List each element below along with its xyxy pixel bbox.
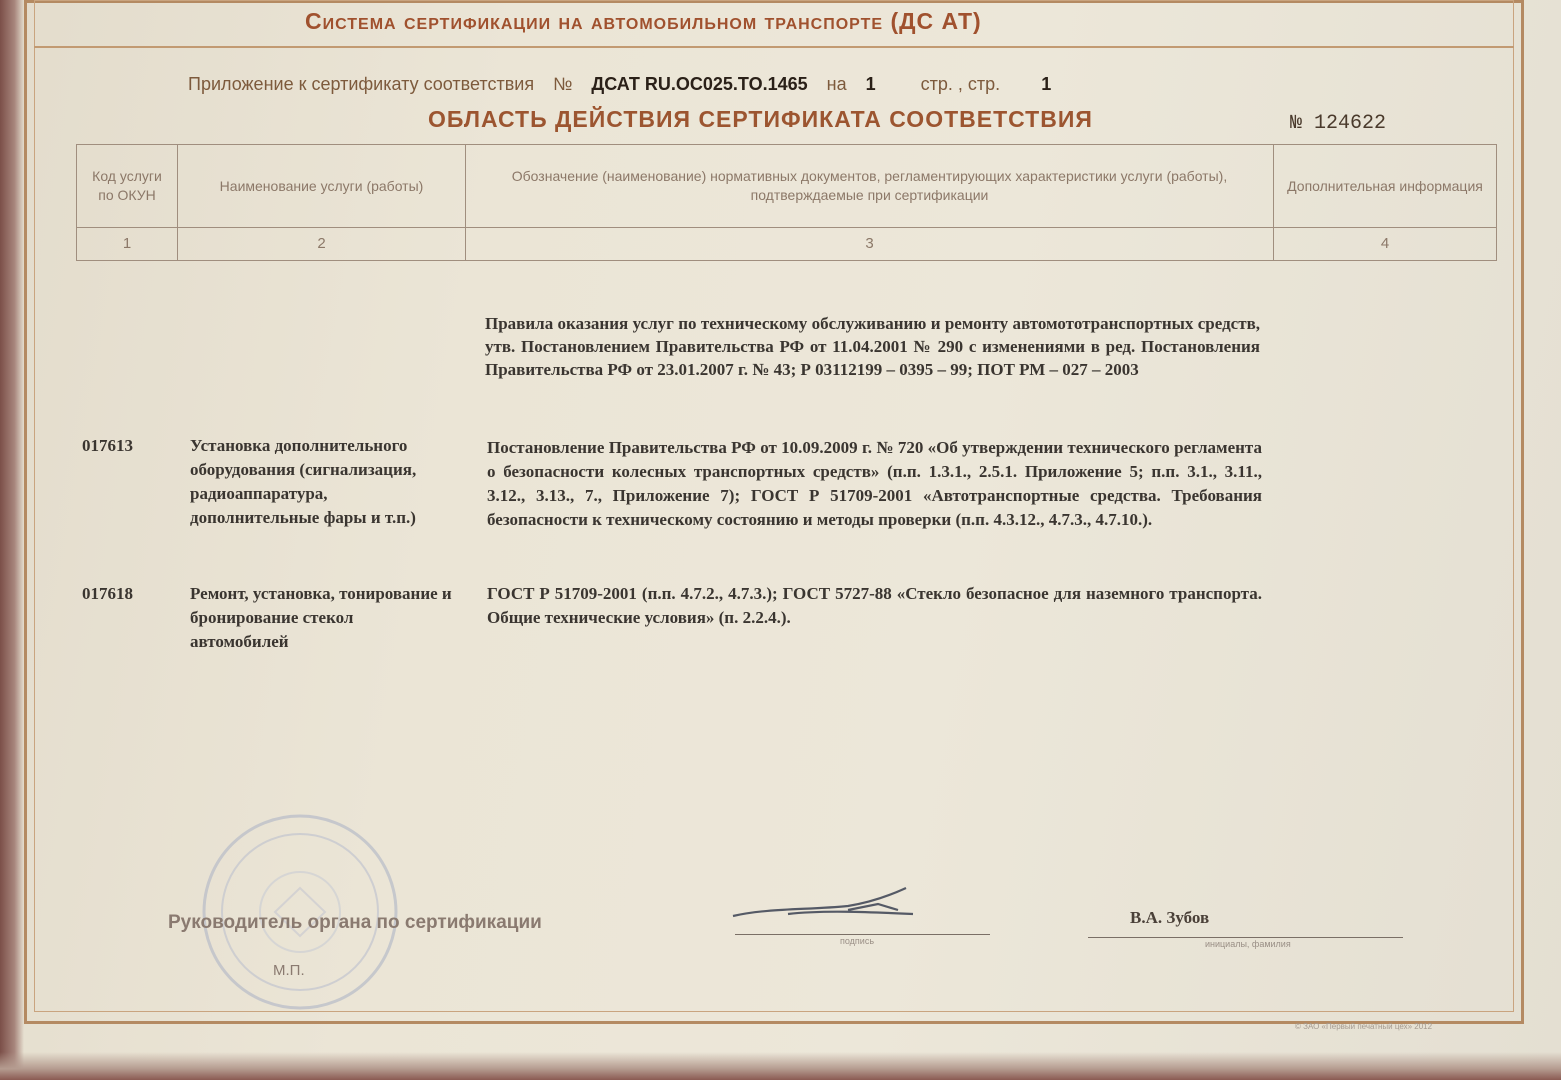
entry-code: 017613 <box>82 436 133 455</box>
page-shadow-left <box>0 0 24 1080</box>
signature-caption: подпись <box>840 936 875 946</box>
col-number-1: 1 <box>77 228 178 261</box>
col-number-4: 4 <box>1274 228 1497 261</box>
name-line <box>1088 937 1403 938</box>
page-shadow-bottom <box>0 1052 1561 1080</box>
col-header-name: Наименование услуги (работы) <box>178 145 466 228</box>
col-number-2: 2 <box>178 228 466 261</box>
col-header-docs: Обозначение (наименование) нормативных документов, регламентирующих характеристики услуги (работы), подтверждаемые при сертификации <box>466 145 1274 228</box>
system-title: Система сертификации на автомобильном транспорте (ДС АТ) <box>305 8 982 34</box>
appendix-label: Приложение к сертификату соответствия <box>188 74 535 94</box>
scope-number: № 124622 <box>1290 112 1387 135</box>
entry-name: Ремонт, установка, тонирование и бронирование стекол автомобилей <box>190 584 452 651</box>
columns-number-row <box>77 228 1497 261</box>
scope-title: ОБЛАСТЬ ДЕЙСТВИЯ СЕРТИФИКАТА СООТВЕТСТВИЯ <box>428 106 1093 132</box>
columns-header-row <box>77 145 1497 228</box>
name-caption: инициалы, фамилия <box>1205 939 1291 949</box>
rules-text: Правила оказания услуг по техническому обслуживанию и ремонту автомототранспортных средств, утв. Постановлением Правительства РФ от 11.04.2001 № 290 с изменениями в ред. Постановления Правительства РФ от 23.01.2007 г. № 43; Р 03112199 – 0395 – 99; ПОТ РМ – 027 – 2003 <box>485 314 1260 379</box>
col-header-code: Код услуги по ОКУН <box>77 145 178 228</box>
appendix-cert-number: ДСАТ RU.OC025.TO.1465 <box>591 74 808 94</box>
head-label: Руководитель органа по сертификации <box>168 912 542 933</box>
mp-mark: М.П. <box>273 962 305 979</box>
entry-docs: Постановление Правительства РФ от 10.09.2009 г. № 720 «Об утверждении технического регламента о безопасности колесных транспортных средств» (п.п. 1.3.1., 2.5.1. Приложение 5; п.п. 3.1., 3.11., 3.12., 3.13., 7., Приложение 7); ГОСТ Р 51709-2001 «Автотранспортные средства. Требования безопасности к техническому состоянию и методы проверки (п.п. 4.3.12., 4.7.3., 4.7.10.). <box>487 438 1262 529</box>
col-header-info: Дополнительная информация <box>1274 145 1497 228</box>
appendix-no-sign: № <box>553 74 573 94</box>
appendix-line <box>188 74 1065 95</box>
appendix-on-word: на <box>826 74 847 94</box>
appendix-page-word: стр. , стр. <box>920 74 1001 94</box>
signature-scribble <box>728 880 928 930</box>
signature-line <box>735 934 990 935</box>
entry-code: 017618 <box>82 584 133 603</box>
columns-table <box>76 144 1497 261</box>
appendix-pages: 1 <box>865 74 876 94</box>
appendix-page-no: 1 <box>1041 74 1052 94</box>
entry-name: Установка дополнительного оборудования (сигнализация, радиоаппаратура, дополнительные фары и т.п.) <box>190 436 417 527</box>
col-number-3: 3 <box>466 228 1274 261</box>
signer-name: В.А. Зубов <box>1130 908 1210 927</box>
printer-footer: © ЗАО «Первый печатный цех» 2012 <box>1295 1022 1433 1031</box>
entry-docs: ГОСТ Р 51709-2001 (п.п. 4.7.2., 4.7.3.); ГОСТ 5727-88 «Стекло безопасное для наземного транспорта. Общие технические условия» (п. 2.2.4.). <box>487 584 1262 627</box>
